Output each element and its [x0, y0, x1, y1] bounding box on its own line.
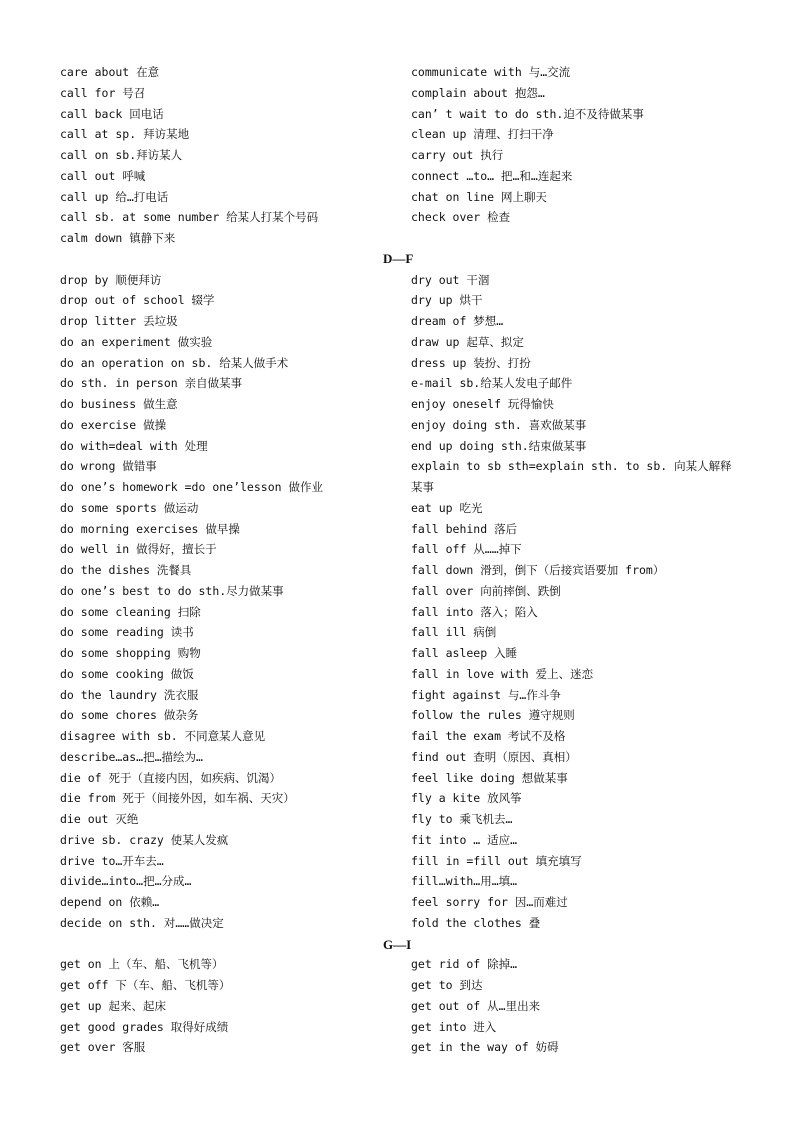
phrase-line: fall asleep 入睡 [411, 646, 518, 660]
phrase-line: do the dishes 洗餐具 [60, 563, 192, 577]
phrase-line: do some shopping 购物 [60, 646, 201, 660]
phrase-line: eat up 吃光 [411, 500, 483, 515]
phrase-line: dress up 装扮、打扮 [411, 355, 531, 370]
phrase-line: call back 回电话 [60, 106, 164, 121]
phrase-line: decide on sth. 对……做决定 [60, 915, 224, 930]
phrase-line: get into 进入 [411, 1019, 497, 1034]
phrase-line: get up 起来、起床 [60, 998, 166, 1013]
phrase-line: dry up 烘干 [411, 293, 483, 308]
phrase-line: get on 上（车、船、飞机等） [60, 957, 224, 972]
phrase-line: do some cooking 做饭 [60, 666, 194, 681]
phrase-line: fall into 落入；陷入 [411, 604, 538, 619]
phrase-line: drive to…开车去… [60, 853, 164, 868]
phrase-line: do one’s homework =do one’lesson 做作业 [60, 480, 323, 494]
phrase-line: carry out 执行 [411, 148, 504, 162]
phrase-line: die of 死于（直接内因，如疾病、饥渴） [60, 770, 281, 785]
phrase-line: end up doing sth.结束做某事 [411, 438, 587, 453]
phrase-line: feel sorry for 因…而难过 [411, 895, 568, 909]
phrase-line: calm down 镇静下来 [60, 231, 176, 245]
phrase-line: connect …to… 把…和…连起来 [411, 168, 573, 183]
phrase-line: do business 做生意 [60, 397, 178, 411]
phrase-line: drive sb. crazy 使某人发疯 [60, 832, 229, 847]
phrase-line: fall behind 落后 [411, 521, 518, 536]
phrase-line: die from 死于（间接外因，如车祸、天灾） [60, 791, 295, 806]
phrase-line: get in the way of 妨碍 [411, 1040, 559, 1055]
phrase-line: chat on line 网上聊天 [411, 189, 548, 204]
phrase-line: follow the rules 遵守规则 [411, 708, 575, 723]
phrase-line: explain to sb sth=explain sth. to sb. 向某人解释 [411, 459, 732, 474]
phrase-line: do the laundry 洗衣服 [60, 687, 199, 702]
phrase-line: do an operation on sb. 给某人做手术 [60, 355, 289, 370]
phrase-line: fly a kite 放风筝 [411, 791, 522, 806]
phrase-line: dream of 梦想… [411, 314, 504, 328]
phrase-line: do exercise 做操 [60, 417, 167, 432]
phrase-line: enjoy oneself 玩得愉快 [411, 397, 554, 411]
phrase-line: drop by 顺便拜访 [60, 272, 162, 287]
phrase-line: communicate with 与…交流 [411, 65, 571, 79]
phrase-line: get over 客服 [60, 1040, 146, 1055]
phrase-line: fall off 从……掉下 [411, 542, 522, 557]
phrase-line: dry out 干涸 [411, 272, 490, 287]
phrase-line: clean up 清理、打扫干净 [411, 127, 554, 142]
section-heading-d-f: D—F [383, 251, 414, 266]
phrase-line: call up 给…打电话 [60, 189, 169, 204]
phrase-line: fit into … 适应… [411, 832, 518, 847]
phrase-line: draw up 起草、拟定 [411, 334, 524, 349]
phrase-line: disagree with sb. 不同意某人意见 [60, 729, 266, 743]
phrase-line: feel like doing 想做某事 [411, 770, 568, 785]
phrase-line: fall in love with 爱上、迷恋 [411, 666, 594, 681]
phrase-line: do well in 做得好，擅长于 [60, 542, 217, 557]
phrase-line: do an experiment 做实验 [60, 334, 213, 349]
phrase-line: call on sb.拜访某人 [60, 148, 183, 162]
phrase-line: fill in =fill out 填充填写 [411, 853, 582, 868]
phrase-line: depend on 依赖… [60, 895, 160, 909]
phrase-line: fall ill 病倒 [411, 625, 497, 640]
phrase-line: drop litter 丢垃圾 [60, 314, 178, 328]
phrase-line: get to 到达 [411, 978, 483, 992]
phrase-line: fight against 与…作斗争 [411, 687, 561, 702]
phrase-line: call at sp. 拜访某地 [60, 127, 190, 142]
phrase-line: find out 查明（原因、真相） [411, 749, 577, 764]
phrase-line: get off 下（车、船、飞机等） [60, 978, 231, 992]
phrase-line: e-mail sb.给某人发电子邮件 [411, 376, 573, 391]
phrase-line: do some reading 读书 [60, 625, 194, 640]
phrase-line: get good grades 取得好成绩 [60, 1019, 229, 1034]
phrase-line: fall down 滑到，倒下（后接宾语要加 from） [411, 563, 665, 577]
phrase-line: do with=deal with 处理 [60, 438, 208, 453]
phrase-line: do sth. in person 亲自做某事 [60, 376, 243, 391]
phrase-line: care about 在意 [60, 65, 160, 79]
phrase-line: 某事 [411, 480, 434, 494]
phrase-line: complain about 抱怨… [411, 85, 545, 100]
phrase-line: do some chores 做杂务 [60, 708, 199, 723]
phrase-line: divide…into…把…分成… [60, 874, 192, 889]
phrase-line: die out 灭绝 [60, 812, 139, 826]
phrase-line: get rid of 除掉… [411, 957, 518, 972]
phrase-line: call sb. at some number 给某人打某个号码 [60, 210, 319, 225]
phrase-line: do wrong 做错事 [60, 459, 157, 474]
phrase-line: describe…as…把…描绘为… [60, 749, 203, 764]
phrase-line: fly to 乘飞机去… [411, 812, 513, 826]
phrase-line: do some cleaning 扫除 [60, 604, 201, 619]
phrase-line: fill…with…用…填… [411, 874, 518, 889]
phrase-line: call for 号召 [60, 85, 146, 100]
phrase-line: do one’s best to do sth.尽力做某事 [60, 583, 284, 598]
phrase-line: call out 呼喊 [60, 168, 146, 183]
phrase-line: fall over 向前摔倒、跌倒 [411, 583, 561, 598]
phrase-line: do some sports 做运动 [60, 500, 199, 515]
section-heading-g-i: G—I [383, 937, 412, 952]
phrase-line: do morning exercises 做早操 [60, 521, 240, 536]
phrase-line: fail the exam 考试不及格 [411, 729, 566, 743]
phrase-line: enjoy doing sth. 喜欢做某事 [411, 417, 587, 432]
phrase-line: check over 检查 [411, 210, 511, 225]
phrase-line: get out of 从…里出来 [411, 998, 541, 1013]
phrase-line: drop out of school 辍学 [60, 293, 215, 308]
phrase-line: can’ t wait to do sth.迫不及待做某事 [411, 106, 644, 121]
phrase-line: fold the clothes 叠 [411, 915, 541, 930]
